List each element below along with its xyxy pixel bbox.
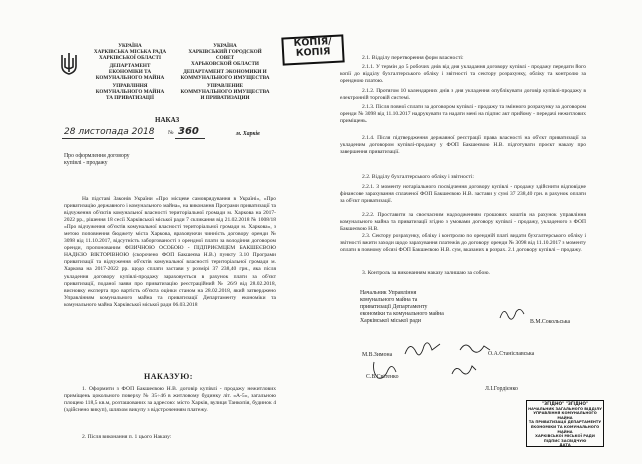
signer-2-signature bbox=[458, 338, 492, 358]
signer-3: С.В.Світенко bbox=[366, 374, 399, 380]
approval-stamp: "ЗГІДНО" "ЗГІДНО" НАЧАЛЬНИК ЗАГАЛЬНОГО ВІДДІЛУ УПРАВЛІННЯ КОМУНАЛЬНОГО МАЙНА ТА ПРИВАТИЗАЦІЇ ДЕПАРТАМЕНТУ ЕКОНОМІКИ ТА КОМУНАЛЬНОГО МАЙНА ХАРКІВСЬКОЇ МІСЬКОЇ РАДИ ПІДПИС ЗАСВІДЧУЮ ДАТА bbox=[526, 400, 604, 447]
copy-stamp: КОПІЯ/ КОПІЯ bbox=[281, 34, 344, 65]
order-title: НАКАЗ bbox=[155, 116, 180, 124]
nakazuyu-heading: НАКАЗУЮ: bbox=[144, 372, 193, 381]
item-2-1-2: 2.1.2. Протягом 10 календарних днів з дня укладення опублікувати договір купівлі-продажу в електронній торговій системі. bbox=[340, 88, 586, 101]
header-right: УКРАЇНА ХАРКІВСЬКИЙ ГОРОДСКОЙ СОВЕТ ХАРЬКОВСКОЙ ОБЛАСТИ ДЕПАРТАМЕНТ ЭКОНОМИКИ И КОММУНАЛЬНОГО ИМУЩЕСТВА УПРАВЛЕНИЕ КОММУНАЛЬНОГО ИМУЩЕСТВА И ПРИВАТИЗАЦИИ bbox=[180, 43, 270, 101]
coat-of-arms-icon bbox=[60, 52, 78, 76]
item-2-1: 2.1. Відділу перетворення форм власності: bbox=[362, 55, 464, 61]
order-place: м. Харків bbox=[236, 131, 260, 137]
chief-name: В.М.Сокольська bbox=[530, 319, 571, 325]
item-2-1-1: 2.1.1. У термін до 5 робочих днів від дня укладання договору купівлі - продажу передати його копії до відділу бухгалтерського обліку і звітності та сектору розрахунку, обліку та контролю за орендною платою. bbox=[340, 64, 586, 84]
item-3: 3. Контроль за виконанням наказу залишаю за собою. bbox=[362, 270, 490, 276]
signer-4-signature bbox=[450, 360, 478, 380]
signer-1-signature bbox=[402, 336, 442, 362]
header-left: УКРАЇНА ХАРКІВСЬКА МІСЬКА РАДА ХАРКІВСЬКОЇ ОБЛАСТІ ДЕПАРТАМЕНТ ЕКОНОМІКИ ТА КОМУНАЛЬНОГО МАЙНА УПРАВЛІННЯ КОМУНАЛЬНОГО МАЙНА ТА ПРИВАТИЗАЦІЇ bbox=[93, 43, 167, 101]
item-2-2: 2.2. Відділу бухгалтерського обліку і звітності: bbox=[362, 174, 474, 180]
order-number-prefix: № bbox=[168, 130, 174, 136]
signer-1: М.В.Зимона bbox=[362, 352, 393, 358]
item-2-2-2: 2.2.2. Проставити за своєчасним надходженням грошових коштів на рахунок управління комунального майна та приватизації згідно з умовами договору купівлі - продажу, укладеного з ФОП Бакшеєвою Н.В. bbox=[340, 212, 586, 232]
order-subject: Про оформлення договору купівлі - продажу bbox=[64, 153, 130, 166]
item-2-1-4: 2.1.4. Після підтвердження державної реєстрації права власності на об'єкт приватизації за укладеним договором купівлі-продажу у ФОП Бакшеєвою Н.В. підготувати проєкт наказу про завершення приватизації. bbox=[340, 135, 586, 155]
item-2-1-3: 2.1.3. Після повної сплати за договором купівлі - продажу та змінного розрахунку за договором оренди № 3098 від 11.10.2017 надрукувати та надати мені на підпис акт прийому - передачі нежитлових приміщень. bbox=[340, 104, 586, 124]
chief-signature bbox=[498, 304, 526, 326]
item-2-2-1: 2.2.1. З моменту нотаріального посвідчення договору купівлі - продажу здійснити відповідне фінансове зарахування сплаченої ФОП Бакшеєвою Н.В. застави у сумі 37 238,40 грн. в рахунок оплати за об'єкт приватизації. bbox=[340, 184, 586, 204]
order-date: 28 листопада 2018 bbox=[64, 127, 155, 137]
item-2: 2. Після виконання п. 1 цього Наказу: bbox=[82, 434, 172, 440]
item-2-3: 2.3. Сектору розрахунку, обліку і контролю по орендній платі видати бухгалтерського обліку і звітності вжити заходи щодо зарахування платежів до договору оренди № 3098 від 11.10.2017 з моменту оплати в повному обсязі ФОП Бакшеєвою Н.В. сум, вказаних в розрах. 2.1 договору купівлі – продажу. bbox=[340, 233, 586, 253]
signer-2: О.А.Станіславська bbox=[488, 351, 535, 357]
order-number: 360 bbox=[178, 126, 199, 137]
preamble-text: На підставі Законів України «Про місцеве самоврядування в Україні», «Про приватизацію державного і комунального майна», на виконання Програми приватизації та відчуження об'єктів комунальної власності територіальної громади м. Харкова на 2017-2022 рр., рішення 18 сесії Харківської міської ради 7 скликання від 21.02.2018 № 1008/18 «Про відчуження об'єктів комунальної власності територіальної громади м. Харкова», з метою поповнення бюджету міста Харкова, враховуючи чинність договору оренди № 3098 від 11.10.2017, відсутність заборгованості з орендної плати за володіння договором оренди, пропонованим ФІЗИЧНОЮ ОСОБОЮ - ПІДПРИЄМЦЕМ БАКШЕЄВОЮ НАДІЄЮ ВІКТОРІВНОЮ (скорочено ФОП Бакшеєва Н.В.) пункту 3.10 Програми приватизації та відчуження об'єктів комунальної власності територіальної громади м. Харкова на 2017-2022 рр. щодо сплати застави у розмірі 37 238,40 грн., яка після укладення договору купівлі-продажу зараховується в рахунок плати за об'єкт приватизації, поданої заяви про приватизацію реєстраційний № 26/9 від 28.02.2018, висновку експерта про вартість об'єкта оцінки станом на 28.02.2018, який затверджено Управлінням комунального майна та приватизації Департаменту економіки та комунального майна Харківської міської ради 06.03.2018 bbox=[64, 196, 276, 308]
item-1: 1. Оформити з ФОП Бакшеєвою Н.В. договір купівлі - продажу нежитлових приміщень цокольного поверху № 35÷46 в житловому будинку літ. «А-5», загальною площею 118,5 кв.м, розташованих за адресою: місто Харків, вулиця Танкопія, будинок 4 (здійснено викуп), шляхом викупу з відстроченням платежу. bbox=[64, 386, 276, 414]
chief-title: Начальник Управління комунального майна та приватизації Департаменту економіки та комунального майна Харківської міської ради bbox=[360, 290, 444, 324]
signer-4: Л.І.Гордієнко bbox=[485, 386, 518, 392]
